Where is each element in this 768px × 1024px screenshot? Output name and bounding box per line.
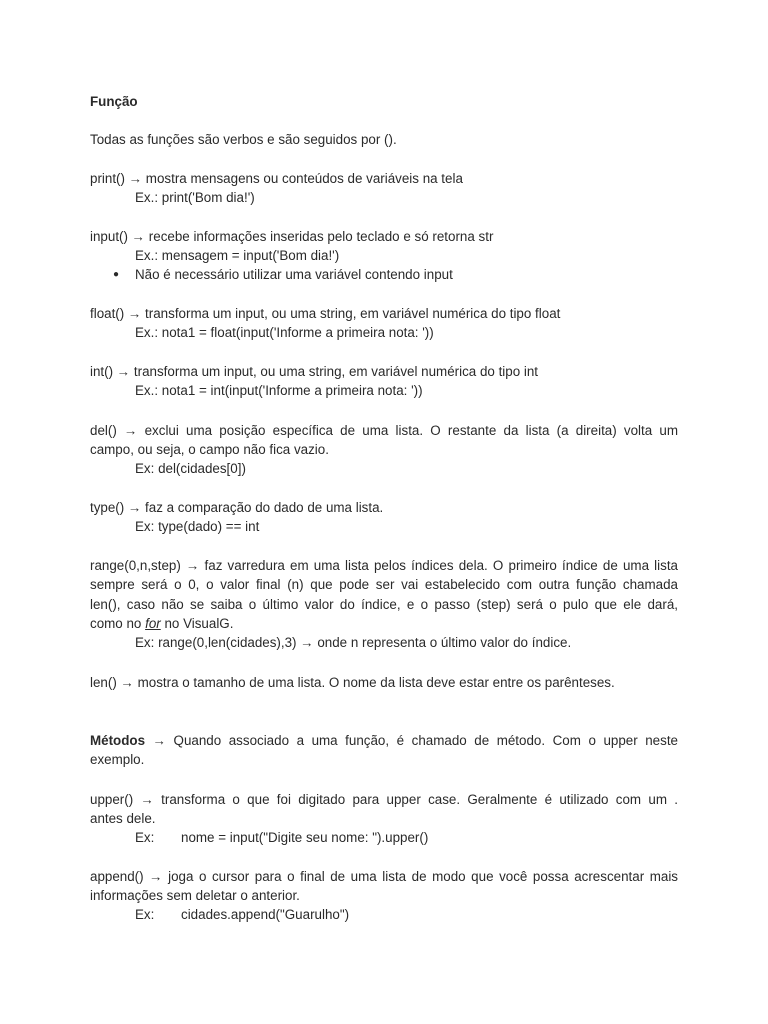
append-description-line-1: append() → joga o cursor para o final de uma lista de modo que você possa acrescentar mais (90, 869, 678, 884)
for-keyword: for (145, 616, 161, 631)
range-description-line-4 (90, 614, 678, 633)
type-description: type() → faz a comparação do dado de uma lista. (90, 500, 384, 515)
upper-example (135, 828, 678, 847)
metodos-line-2: exemplo. (90, 752, 145, 767)
print-example: Ex.: print('Bom dia!') (135, 190, 255, 205)
bullet-icon: ● (113, 269, 120, 280)
range-line4-text: como no (90, 616, 146, 631)
range-description-line-3: len(), caso não se saiba o último valor do índice, e o passo (step) será o pulo que ele dará, (90, 597, 678, 612)
input-description: input() → recebe informações inseridas pelo teclado e só retorna str (90, 229, 494, 244)
range-description-line-1: range(0,n,step) → faz varredura em uma lista pelos índices dela. O primeiro índice de uma lista (90, 558, 678, 573)
del-example: Ex: del(cidades[0]) (135, 461, 246, 476)
del-description-line-1: del() → exclui uma posição específica de uma lista. O restante da lista (a direita) volta um (90, 423, 678, 438)
input-example: Ex.: mensagem = input('Bom dia!') (135, 248, 340, 263)
append-description-line-2: informações sem deletar o anterior. (90, 888, 300, 903)
input-bullet-note: Não é necessário utilizar uma variável contendo input (135, 267, 453, 282)
upper-description-line-1: upper() → transforma o que foi digitado para upper case. Geralmente é utilizado com um . (90, 792, 678, 807)
float-example: Ex.: nota1 = float(input('Informe a primeira nota: ')) (135, 325, 434, 340)
upper-example-label: Ex: (135, 830, 155, 845)
append-example-code: cidades.append("Guarulho") (181, 907, 350, 922)
append-example-label: Ex: (135, 907, 155, 922)
type-example: Ex: type(dado) == int (135, 519, 260, 534)
range-example: Ex: range(0,len(cidades),3) → onde n representa o último valor do índice. (135, 635, 572, 650)
float-description: float() → transforma um input, ou uma string, em variável numérica do tipo float (90, 306, 561, 321)
range-line4-tail: no VisualG. (160, 616, 234, 631)
range-description-line-2: sempre será o 0, o valor final (n) que pode ser vai estabelecido com outra função chamada (90, 577, 678, 592)
intro-text: Todas as funções são verbos e são seguidos por (). (90, 132, 397, 147)
section-title: Função (90, 94, 138, 109)
int-example: Ex.: nota1 = int(input('Informe a primeira nota: ')) (135, 383, 423, 398)
append-example (135, 905, 678, 924)
metodos-line-1 (90, 731, 678, 750)
print-description: print() → mostra mensagens ou conteúdos de variáveis na tela (90, 171, 463, 186)
len-description: len() → mostra o tamanho de uma lista. O nome da lista deve estar entre os parênteses. (90, 675, 615, 690)
upper-description-line-2: antes dele. (90, 811, 156, 826)
del-description-line-2: campo, ou seja, o campo não fica vazio. (90, 442, 329, 457)
int-description: int() → transforma um input, ou uma string, em variável numérica do tipo int (90, 364, 539, 379)
upper-example-code: nome = input("Digite seu nome: ").upper() (181, 830, 429, 845)
metodos-label: Métodos (90, 733, 146, 748)
metodos-text: → Quando associado a uma função, é chamado de método. Com o upper neste (145, 733, 678, 748)
